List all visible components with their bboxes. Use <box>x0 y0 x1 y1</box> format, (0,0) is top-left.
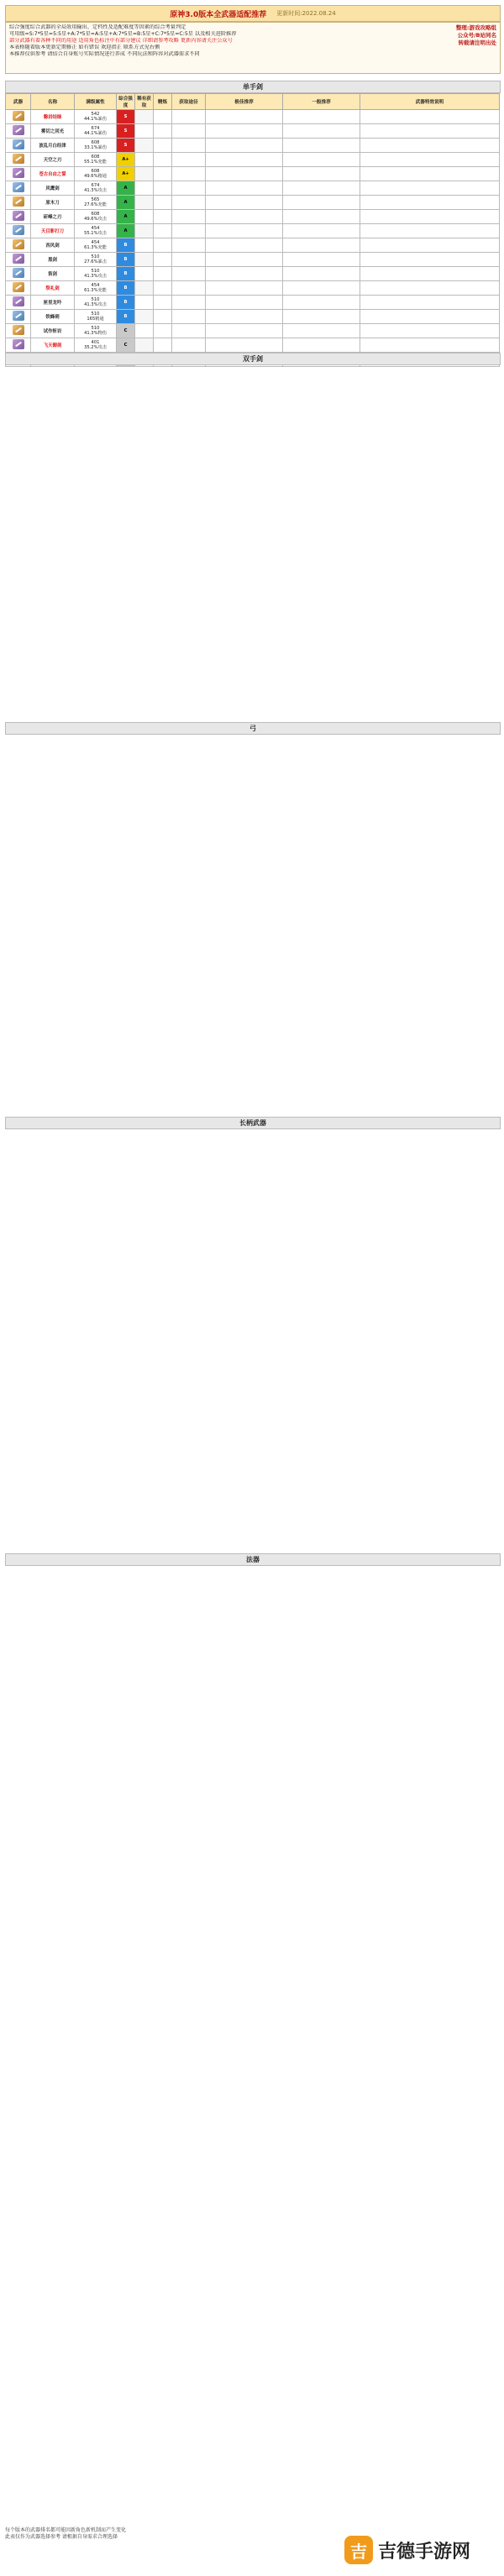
weapon-cell <box>206 224 283 238</box>
weapon-icon <box>13 296 24 306</box>
intro-credit <box>396 24 496 47</box>
weapon-cell <box>283 296 360 310</box>
weapon-icon-cell <box>6 210 31 224</box>
weapon-grade <box>117 296 135 310</box>
weapon-cell <box>135 124 154 139</box>
weapon-icon-cell <box>6 181 31 196</box>
weapon-name: 波乱月白经津 <box>31 139 75 153</box>
weapon-icon-cell <box>6 224 31 238</box>
weapon-cell <box>135 224 154 238</box>
table-row <box>6 296 500 310</box>
weapon-cell <box>172 310 206 324</box>
weapon-name: 斫峰之刃 <box>31 210 75 224</box>
table-row <box>6 267 500 281</box>
intro-text <box>9 24 387 58</box>
table-row <box>6 324 500 338</box>
weapon-icon <box>13 125 24 135</box>
weapon-icon <box>13 325 24 335</box>
grade-badge: A <box>117 224 134 238</box>
weapon-cell <box>135 153 154 167</box>
weapon-grade <box>117 267 135 281</box>
watermark-logo-icon: 吉 <box>344 2536 373 2564</box>
weapon-cell <box>283 253 360 267</box>
column-header: 武器特效说明 <box>360 94 500 110</box>
weapon-cell <box>360 139 500 153</box>
weapon-stats: 608 49.6%精通 <box>75 167 117 181</box>
table-row <box>6 253 500 267</box>
weapon-cell <box>172 167 206 181</box>
table-row <box>6 110 500 124</box>
weapon-icon-cell <box>6 153 31 167</box>
weapon-icon <box>13 168 24 178</box>
weapon-name: 天空之刃 <box>31 153 75 167</box>
section-title: 长柄武器 <box>5 1117 501 1129</box>
intro-line: 可用级=S:7*5星=5:5星+A:7*5星=A:5星+A:7*5星=B:5星+C:7*5星=C:5星 以及相关进阶推荐 <box>9 31 237 37</box>
footer-line: 每个版本的武器排名都可能因新角色新机制而产生变化 <box>5 2527 127 2533</box>
weapon-stats: 510 41.3%物伤 <box>75 324 117 338</box>
table-row <box>6 338 500 353</box>
weapon-cell <box>135 310 154 324</box>
weapon-cell <box>154 224 172 238</box>
column-header: 精炼 <box>154 94 172 110</box>
table-row <box>6 153 500 167</box>
weapon-stats: 510 41.3%攻击 <box>75 296 117 310</box>
grade-badge: B <box>117 310 134 323</box>
weapon-cell <box>135 281 154 296</box>
weapon-icon <box>13 139 24 149</box>
weapon-cell <box>135 238 154 253</box>
footer-line: 此表仅作为武器选择参考 请根据自身需求合理选择 <box>5 2534 118 2540</box>
weapon-icon-cell <box>6 110 31 124</box>
weapon-icon-cell <box>6 124 31 139</box>
weapon-cell <box>360 210 500 224</box>
weapon-cell <box>360 324 500 338</box>
weapon-icon-cell <box>6 296 31 310</box>
weapon-stats: 565 27.6%充能 <box>75 196 117 210</box>
weapon-cell <box>283 310 360 324</box>
weapon-cell <box>206 196 283 210</box>
weapon-cell <box>206 253 283 267</box>
weapon-name: 祭礼剑 <box>31 281 75 296</box>
weapon-cell <box>172 267 206 281</box>
weapon-icon <box>13 211 24 221</box>
grade-badge: C <box>117 338 134 352</box>
weapon-cell <box>135 110 154 124</box>
table-row <box>6 139 500 153</box>
intro-line: 本表格随着版本更新定期修正 如有错误 欢迎指正 联系方式见右侧 <box>9 45 160 50</box>
weapon-cell <box>360 267 500 281</box>
weapon-name: 铁蜂刺 <box>31 310 75 324</box>
weapon-cell <box>360 167 500 181</box>
weapon-cell <box>206 110 283 124</box>
weapon-icon <box>13 196 24 207</box>
weapon-cell <box>283 153 360 167</box>
weapon-cell <box>172 281 206 296</box>
table-row <box>6 210 500 224</box>
weapon-cell <box>154 324 172 338</box>
weapon-grade <box>117 167 135 181</box>
grade-badge: A <box>117 196 134 209</box>
weapon-cell <box>206 324 283 338</box>
weapon-cell <box>360 124 500 139</box>
column-header: 名称 <box>31 94 75 110</box>
grade-badge: A+ <box>117 167 134 181</box>
table-row <box>6 167 500 181</box>
weapon-cell <box>135 181 154 196</box>
weapon-cell <box>135 253 154 267</box>
table-row <box>6 310 500 324</box>
weapon-cell <box>283 210 360 224</box>
weapon-icon <box>13 339 24 349</box>
section-title: 弓 <box>5 722 501 735</box>
weapon-cell <box>154 253 172 267</box>
credit-line: 整理:游戏攻略组 <box>455 24 496 31</box>
weapon-cell <box>135 338 154 353</box>
table-row <box>6 238 500 253</box>
grade-badge: C <box>117 324 134 338</box>
weapon-cell <box>172 196 206 210</box>
weapon-cell <box>283 281 360 296</box>
weapon-cell <box>283 267 360 281</box>
weapon-cell <box>283 110 360 124</box>
intro-line: 综合强度综合武器的全局效用输出、定档性及适配难度等因素的综合考量判定 <box>9 24 186 30</box>
weapon-cell <box>154 153 172 167</box>
weapon-icon-cell <box>6 338 31 353</box>
weapon-cell <box>360 224 500 238</box>
weapon-cell <box>154 210 172 224</box>
weapon-icon <box>13 182 24 192</box>
weapon-stats: 608 33.1%暴伤 <box>75 139 117 153</box>
column-header: 武器 <box>6 94 31 110</box>
weapon-cell <box>206 281 283 296</box>
credit-line: 公众号/B站同名 <box>457 32 496 39</box>
grade-badge: B <box>117 267 134 280</box>
weapon-cell <box>154 124 172 139</box>
weapon-cell <box>283 167 360 181</box>
section-title: 法器 <box>5 1553 501 1566</box>
weapon-icon <box>13 239 24 249</box>
weapon-icon-cell <box>6 324 31 338</box>
weapon-icon-cell <box>6 139 31 153</box>
grade-badge: S <box>117 110 134 123</box>
weapon-stats: 608 55.1%充能 <box>75 153 117 167</box>
watermark <box>339 2531 499 2569</box>
section-title: 单手剑 <box>5 81 501 93</box>
weapon-grade <box>117 196 135 210</box>
grade-badge: B <box>117 253 134 266</box>
weapon-cell <box>172 110 206 124</box>
weapon-cell <box>154 281 172 296</box>
weapon-grade <box>117 253 135 267</box>
weapon-icon <box>13 268 24 278</box>
table-row <box>6 281 500 296</box>
weapon-name: 苍古自由之誓 <box>31 167 75 181</box>
credit-line: 转载请注明出处 <box>458 39 496 46</box>
weapon-grade <box>117 238 135 253</box>
weapon-cell <box>206 167 283 181</box>
weapon-cell <box>135 139 154 153</box>
weapon-cell <box>135 267 154 281</box>
grade-badge: A <box>117 210 134 223</box>
table-row <box>6 224 500 238</box>
weapon-table <box>5 93 500 367</box>
page-title: 原神3.0版本全武器适配推荐 <box>170 10 267 19</box>
weapon-cell <box>154 267 172 281</box>
section-title: 双手剑 <box>5 353 501 365</box>
weapon-cell <box>283 124 360 139</box>
weapon-stats: 674 44.1%暴伤 <box>75 124 117 139</box>
weapon-icon <box>13 254 24 264</box>
weapon-cell <box>360 238 500 253</box>
weapon-stats: 454 55.1%攻击 <box>75 224 117 238</box>
weapon-cell <box>154 139 172 153</box>
weapon-cell <box>206 267 283 281</box>
weapon-stats: 510 27.6%暴击 <box>75 253 117 267</box>
weapon-cell <box>154 296 172 310</box>
weapon-cell <box>172 238 206 253</box>
weapon-cell <box>283 238 360 253</box>
weapon-cell <box>206 296 283 310</box>
page-title-bar <box>5 5 501 22</box>
column-header: 极佳推荐 <box>206 94 283 110</box>
weapon-stats: 608 49.6%攻击 <box>75 210 117 224</box>
intro-line: 部分武器有着各种不同的用途 适用角色标注中有部分建议 详细请参考攻略 更新内容请关注公众号 <box>9 38 233 44</box>
weapon-cell <box>360 153 500 167</box>
weapon-icon-cell <box>6 196 31 210</box>
weapon-cell <box>360 196 500 210</box>
weapon-name: 飞天御剑 <box>31 338 75 353</box>
weapon-name: 雾切之回光 <box>31 124 75 139</box>
weapon-cell <box>135 324 154 338</box>
weapon-name: 西风剑 <box>31 238 75 253</box>
weapon-stats: 510 41.3%攻击 <box>75 267 117 281</box>
weapon-grade <box>117 110 135 124</box>
weapon-cell <box>135 296 154 310</box>
weapon-stats: 454 61.3%充能 <box>75 238 117 253</box>
weapon-name: 黑剑 <box>31 253 75 267</box>
weapon-icon <box>13 311 24 321</box>
page-subtitle: 更新时间:2022.08.24 <box>276 10 336 17</box>
weapon-cell <box>360 338 500 353</box>
weapon-grade <box>117 124 135 139</box>
weapon-cell <box>172 296 206 310</box>
weapon-icon <box>13 282 24 292</box>
grade-badge: B <box>117 238 134 252</box>
weapon-cell <box>135 196 154 210</box>
table-row <box>6 181 500 196</box>
weapon-icon-cell <box>6 281 31 296</box>
weapon-grade <box>117 224 135 238</box>
column-header: 一般推荐 <box>283 94 360 110</box>
weapon-name: 原木刀 <box>31 196 75 210</box>
weapon-cell <box>154 167 172 181</box>
weapon-cell <box>206 124 283 139</box>
weapon-cell <box>360 110 500 124</box>
weapon-grade <box>117 310 135 324</box>
weapon-cell <box>135 210 154 224</box>
weapon-cell <box>360 181 500 196</box>
weapon-cell <box>172 181 206 196</box>
weapon-icon <box>13 111 24 121</box>
weapon-grade <box>117 139 135 153</box>
weapon-cell <box>283 224 360 238</box>
intro-panel <box>5 22 501 74</box>
weapon-cell <box>360 253 500 267</box>
weapon-cell <box>206 310 283 324</box>
weapon-cell <box>154 238 172 253</box>
weapon-icon-cell <box>6 253 31 267</box>
weapon-cell <box>154 196 172 210</box>
weapon-cell <box>206 181 283 196</box>
grade-badge: S <box>117 124 134 138</box>
weapon-cell <box>172 139 206 153</box>
table-row <box>6 196 500 210</box>
weapon-grade <box>117 210 135 224</box>
column-header: 满级属性 <box>75 94 117 110</box>
footer-note <box>5 2527 324 2541</box>
column-header: 稀有获取 <box>135 94 154 110</box>
weapon-cell <box>206 210 283 224</box>
weapon-cell <box>172 338 206 353</box>
grade-badge: A+ <box>117 153 134 166</box>
weapon-name: 风鹰剑 <box>31 181 75 196</box>
weapon-stats: 510 165精通 <box>75 310 117 324</box>
weapon-icon-cell <box>6 310 31 324</box>
weapon-name: 匣里龙吟 <box>31 296 75 310</box>
weapon-cell <box>172 324 206 338</box>
weapon-cell <box>283 196 360 210</box>
watermark-text: 吉德手游网 <box>378 2541 471 2563</box>
intro-line: 本推荐仅供参考 请结合自身账号实际情况进行养成 不同玩法和阵容对武器需求不同 <box>9 51 200 57</box>
weapon-icon-cell <box>6 167 31 181</box>
weapon-cell <box>172 153 206 167</box>
weapon-cell <box>283 324 360 338</box>
weapon-cell <box>360 281 500 296</box>
weapon-grade <box>117 324 135 338</box>
weapon-grade <box>117 181 135 196</box>
table-row <box>6 124 500 139</box>
weapon-cell <box>154 181 172 196</box>
weapon-stats: 674 41.3%攻击 <box>75 181 117 196</box>
weapon-cell <box>172 210 206 224</box>
weapon-cell <box>206 153 283 167</box>
weapon-cell <box>206 139 283 153</box>
weapon-grade <box>117 281 135 296</box>
weapon-grade <box>117 338 135 353</box>
grade-badge: B <box>117 296 134 309</box>
weapon-cell <box>154 338 172 353</box>
weapon-cell <box>172 253 206 267</box>
weapon-icon <box>13 154 24 164</box>
weapon-cell <box>172 224 206 238</box>
weapon-cell <box>283 338 360 353</box>
weapon-cell <box>360 310 500 324</box>
weapon-stats: 542 44.1%暴伤 <box>75 110 117 124</box>
weapon-icon <box>13 225 24 235</box>
weapon-cell <box>154 310 172 324</box>
weapon-icon-cell <box>6 267 31 281</box>
weapon-cell <box>172 124 206 139</box>
weapon-name: 试作斩岩 <box>31 324 75 338</box>
weapon-cell <box>206 238 283 253</box>
weapon-name: 磐岩结绿 <box>31 110 75 124</box>
column-header: 获取途径 <box>172 94 206 110</box>
weapon-cell <box>154 110 172 124</box>
weapon-name: 笛剑 <box>31 267 75 281</box>
grade-badge: S <box>117 139 134 152</box>
weapon-cell <box>360 296 500 310</box>
weapon-stats: 454 61.3%充能 <box>75 281 117 296</box>
grade-badge: B <box>117 281 134 295</box>
weapon-cell <box>206 338 283 353</box>
weapon-name: 天目影打刀 <box>31 224 75 238</box>
grade-badge: A <box>117 181 134 195</box>
column-header: 综合强度 <box>117 94 135 110</box>
weapon-cell <box>283 139 360 153</box>
weapon-cell <box>135 167 154 181</box>
weapon-cell <box>283 181 360 196</box>
weapon-icon-cell <box>6 238 31 253</box>
weapon-grade <box>117 153 135 167</box>
weapon-stats: 401 35.2%攻击 <box>75 338 117 353</box>
